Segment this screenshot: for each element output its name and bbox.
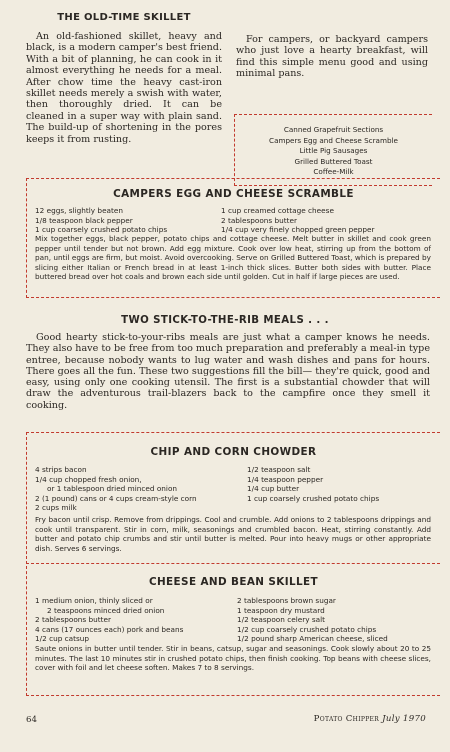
- ingredient-column-right: [237, 596, 388, 644]
- skillet-article: [26, 12, 222, 145]
- ingredient-column-right: [247, 465, 379, 503]
- skillet-title: THE OLD-TIME SKILLET: [57, 12, 191, 23]
- ingredient: 2 tablespoons butter: [221, 215, 298, 225]
- ingredient: 2 (1 pound) cans or 4 cups cream-style corn: [35, 493, 197, 503]
- skillet-body: An old-fashioned skillet, heavy and black, is a modern camper's best friend. With a bit of planning, he can cook in it almost everything he needs for a meal. After chow time the heavy cast-iron skillet needs merely a swish with water, then thoroughly dried. It can be cleaned in a super way with plain sand. The build-up of shortening in the pores keeps it from rusting.: [26, 31, 222, 145]
- ingredient: 1/2 teaspoon salt: [247, 465, 311, 474]
- ingredient: 1/4 cup very finely chopped green pepper: [221, 225, 375, 235]
- ingredient: 12 eggs, slightly beaten: [35, 206, 124, 215]
- ingredient: 4 strips bacon: [35, 465, 87, 474]
- menu-item: Campers Egg and Cheese Scramble: [269, 135, 398, 145]
- ingredient: 2 tablespoons brown sugar: [237, 596, 336, 605]
- recipe-method: Fry bacon until crisp. Remove from drippings. Cool and crumble. Add onions to 2 tablespoons drippings and cook until transparent. Stir in corn, milk, seasonings and crumbled bacon. Heat, stirring constantly. Add butter and potato chip crumbs and stir until butter is melted. Pour into heavy mugs or other appropriate dish. Serves 6 servings.: [35, 515, 431, 553]
- ingredient: 1 cup creamed cottage cheese: [221, 206, 334, 215]
- ingredient-list: [35, 596, 435, 648]
- issue-date: July 1970: [382, 714, 426, 724]
- ingredient: 2 teaspoons minced dried onion: [47, 605, 165, 615]
- page-number: 64: [26, 715, 37, 725]
- chowder-recipe: [26, 432, 440, 564]
- ingredient: 1 medium onion, thinly sliced or: [35, 596, 153, 605]
- bean-skillet-recipe: [26, 566, 440, 696]
- menu-item: Coffee-Milk: [313, 167, 354, 177]
- ingredient-column-left: [35, 465, 197, 513]
- recipe-method: Saute onions in butter until tender. Stir in beans, catsup, sugar and seasonings. Cook slowly about 20 to 25 minutes. The last 10 minutes stir in crushed potato chips, then finish cooking. Top beans with cheese slices, cover with foil and let cheese soften. Makes 7 to 8 servings.: [35, 644, 431, 672]
- menu-item: Little Pig Sausages: [299, 146, 368, 156]
- ingredient: 1/2 pound sharp American cheese, sliced: [237, 634, 388, 644]
- recipe-title: CAMPERS EGG AND CHEESE SCRAMBLE: [113, 188, 354, 200]
- ingredient: 1/4 cup butter: [247, 484, 300, 494]
- recipe-title: CHIP AND CORN CHOWDER: [150, 446, 317, 458]
- rib-meals-intro: Good hearty stick-to-your-ribs meals are just what a camper knows he needs. They also have to be free from too much preparation and preferably a meal-in type entree, because nobody wants to lug water and wash dishes and pans for hours. There goes all the fun. These two suggestions fill the bill— they're quick, good and easy, using only one cooking utensil. The first is a substantial chowder that will draw the adventurous trail-blazers back to the campfire once they smell it cooking.: [26, 332, 430, 411]
- ingredient: 1/4 cup chopped fresh onion,: [35, 474, 142, 484]
- ingredient: 4 cans (17 ounces each) pork and beans: [35, 624, 184, 634]
- ingredient-column-right: [221, 206, 375, 235]
- recipe-title: CHEESE AND BEAN SKILLET: [148, 576, 319, 588]
- ingredient-column-left: [35, 206, 167, 235]
- ingredient: 1/2 cup coarsely crushed potato chips: [237, 624, 377, 634]
- ingredient: 2 cups milk: [35, 503, 77, 513]
- ingredient-column-left: [35, 596, 183, 644]
- egg-scramble-recipe: [26, 178, 440, 298]
- publication-title: Potato Chipper: [313, 714, 380, 724]
- ingredient: 1 cup coarsely crushed potato chips: [35, 225, 168, 235]
- campers-article: [236, 34, 428, 80]
- ingredient: 1 cup coarsely crushed potato chips: [247, 493, 380, 503]
- ingredient: or 1 tablespoon dried minced onion: [47, 484, 178, 494]
- menu-item: Grilled Buttered Toast: [294, 156, 373, 166]
- ingredient: 1/4 teaspoon pepper: [247, 474, 324, 484]
- ingredient: 1/2 cup catsup: [35, 634, 90, 644]
- section-heading: TWO STICK-TO-THE-RIB MEALS . . .: [121, 315, 329, 326]
- recipe-method: Mix together eggs, black pepper, potato chips and cottage cheese. Melt butter in skillet and cook green pepper until tender but not brown. Add egg mixture. Cook over low heat, stirring up from the bottom of pan, until eggs are firm, but moist. Avoid overcooking. Serve on Grilled Buttered Toast, which is prepared by slicing either Italian or French bread in at least 1-inch thick slices. Butter both sides with butter. Place buttered bread over hot coals and brown each side until golden. Cut in half if large pieces are used.: [35, 234, 431, 281]
- ingredient: 2 tablespoons butter: [35, 615, 112, 625]
- menu-item: Canned Grapefruit Sections: [283, 125, 384, 134]
- ingredient: 1/8 teaspoon black pepper: [35, 215, 133, 225]
- running-footer: [314, 714, 426, 724]
- ingredient-list: [35, 465, 435, 517]
- breakfast-menu-box: [234, 114, 432, 186]
- ingredient: 1 teaspoon dry mustard: [237, 605, 325, 615]
- campers-body: For campers, or backyard campers who just love a hearty breakfast, will find this simple menu good and using minimal pans.: [236, 34, 428, 80]
- ingredient: 1/2 teaspoon celery salt: [237, 615, 326, 625]
